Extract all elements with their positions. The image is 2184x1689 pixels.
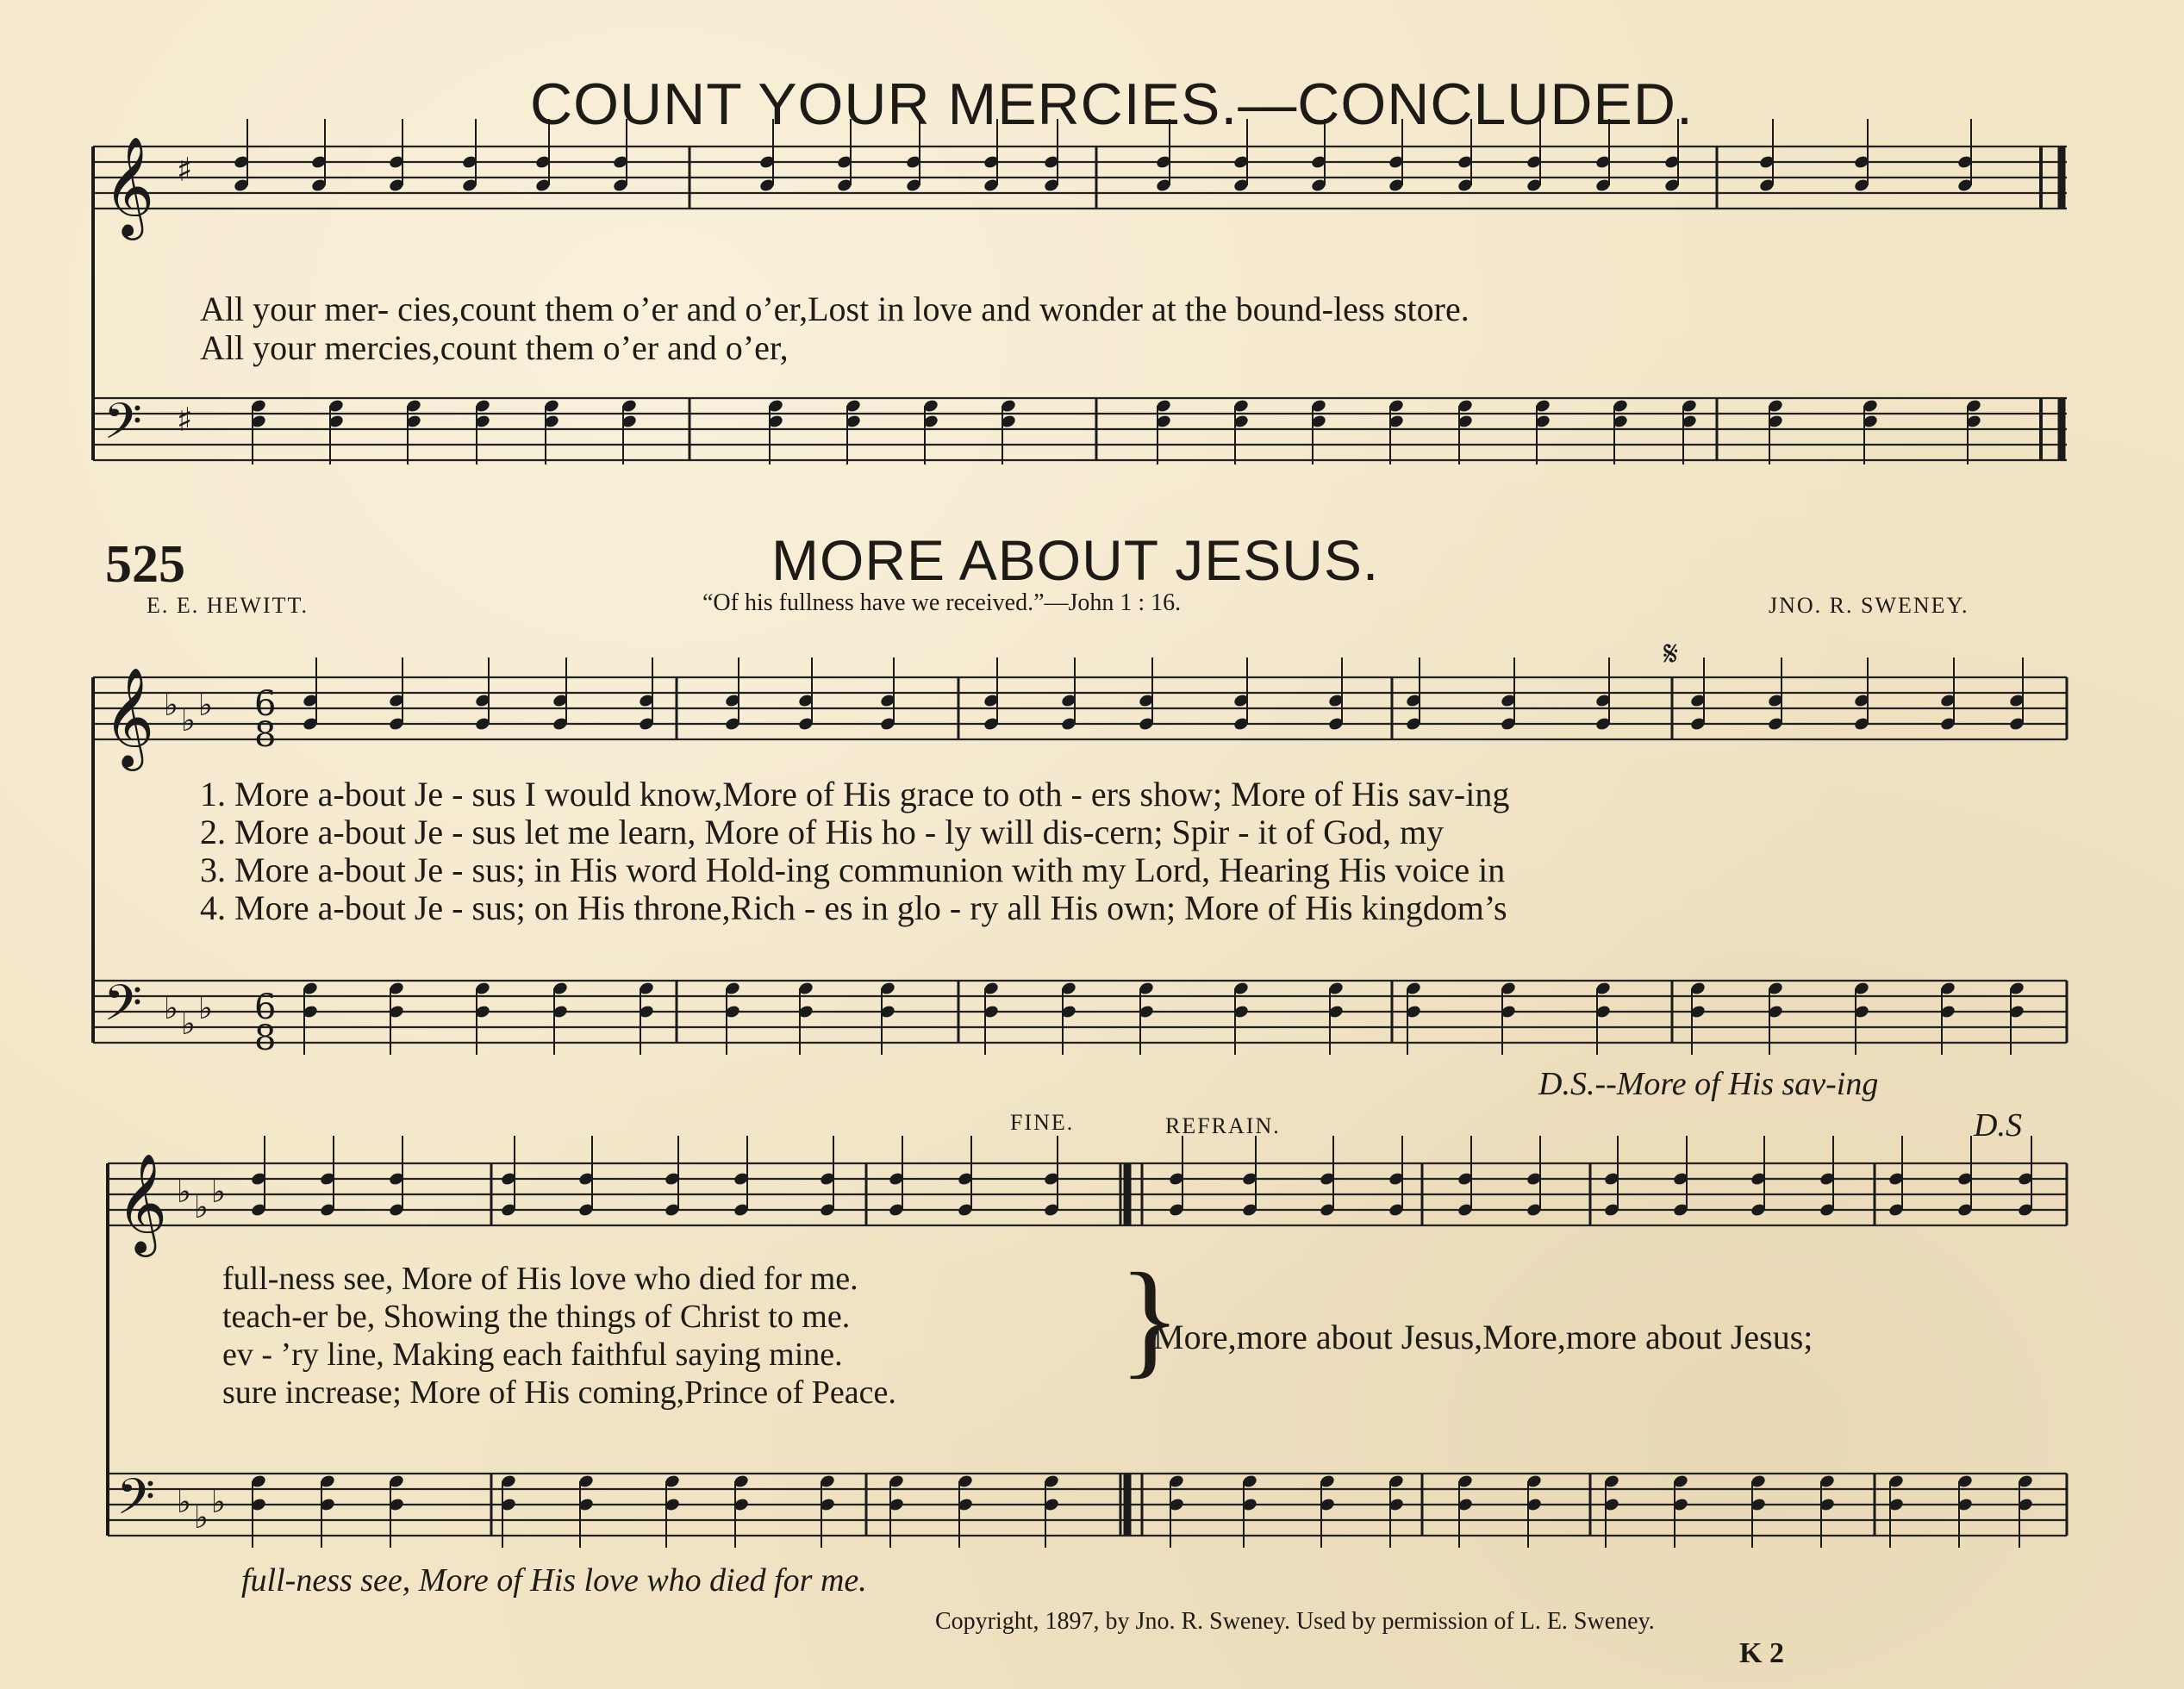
- svg-text:♭: ♭: [164, 991, 178, 1026]
- hymn-title: MORE ABOUT JESUS.: [771, 528, 1380, 592]
- svg-text:♭: ♭: [164, 688, 178, 723]
- svg-text:𝄋: 𝄋: [1663, 634, 1679, 674]
- lyric-line: All your mer- cies,count them o’er and o’er,Lost in love and wonder at the bound-less store.: [200, 290, 1470, 328]
- svg-text:𝄢: 𝄢: [116, 1468, 156, 1538]
- svg-text:♯: ♯: [177, 151, 193, 189]
- refrain-lyric: More,more about Jesus,More,more about Jesus;: [1153, 1318, 1813, 1356]
- svg-text:6: 6: [254, 684, 277, 724]
- hymn-number: 525: [105, 535, 185, 594]
- svg-text:♭: ♭: [198, 991, 213, 1026]
- refrain-marking: REFRAIN.: [1165, 1113, 1281, 1138]
- fine-marking: FINE.: [1010, 1110, 1075, 1135]
- verse-2-line-b: teach-er be, Showing the things of Christ to me.: [222, 1299, 851, 1335]
- svg-text:6: 6: [254, 988, 277, 1027]
- verse-1-line-b: full-ness see, More of His love who died for me.: [222, 1261, 858, 1297]
- svg-text:♭: ♭: [198, 688, 213, 723]
- ds-cue-top: D.S.--More of His sav-ing: [1538, 1066, 1879, 1102]
- verse-3-line-a: 3. More a-bout Je - sus; in His word Hold-ing communion with my Lord, Hearing His voice in: [200, 851, 1506, 889]
- svg-text:♭: ♭: [194, 1500, 209, 1536]
- svg-text:8: 8: [254, 715, 277, 755]
- svg-text:𝄞: 𝄞: [103, 135, 155, 236]
- svg-text:♭: ♭: [194, 1190, 209, 1225]
- verse-2-line-a: 2. More a-bout Je - sus let me learn, More of His ho - ly will dis-cern; Spir - it of God, my: [200, 813, 1445, 851]
- verse-3-line-b: ev - ’ry line, Making each faithful saying mine.: [222, 1337, 843, 1373]
- svg-text:♭: ♭: [177, 1485, 191, 1520]
- ds-marking: D.S: [1974, 1107, 2022, 1144]
- composer-credit: JNO. R. SWENEY.: [1769, 593, 1969, 618]
- verse-4-line-a: 4. More a-bout Je - sus; on His throne,Rich - es in glo - ry all His own; More of His kingdom’s: [200, 888, 1507, 927]
- svg-text:♭: ♭: [211, 1175, 226, 1210]
- author-credit: E. E. HEWITT.: [147, 593, 309, 618]
- svg-text:♭: ♭: [181, 703, 196, 739]
- ds-lyric-bottom: full-ness see, More of His love who died for me.: [241, 1562, 867, 1599]
- copyright-notice: Copyright, 1897, by Jno. R. Sweney. Used by permission of L. E. Sweney.: [935, 1608, 1655, 1635]
- lyric-line: All your mercies,count them o’er and o’er,: [200, 328, 789, 367]
- svg-text:♭: ♭: [177, 1175, 191, 1210]
- svg-text:𝄞: 𝄞: [103, 666, 155, 767]
- verse-1-line-a: 1. More a-bout Je - sus I would know,More of His grace to oth - ers show; More of His sav-ing: [200, 775, 1510, 813]
- scripture-epigraph: “Of his fullness have we received.”—John 1 : 16.: [702, 589, 1182, 616]
- svg-text:𝄢: 𝄢: [103, 974, 143, 1044]
- page-signature: K 2: [1739, 1637, 1784, 1669]
- svg-text:♭: ♭: [181, 1007, 196, 1042]
- svg-text:8: 8: [254, 1019, 277, 1058]
- svg-text:𝄞: 𝄞: [116, 1152, 168, 1253]
- svg-text:♯: ♯: [177, 401, 193, 439]
- svg-text:𝄢: 𝄢: [103, 392, 143, 463]
- verse-brace: }: [1119, 1247, 1181, 1390]
- hymn-title-concluded: COUNT YOUR MERCIES.—CONCLUDED.: [530, 72, 1694, 137]
- verse-4-line-b: sure increase; More of His coming,Prince of Peace.: [222, 1374, 896, 1411]
- svg-text:♭: ♭: [211, 1485, 226, 1520]
